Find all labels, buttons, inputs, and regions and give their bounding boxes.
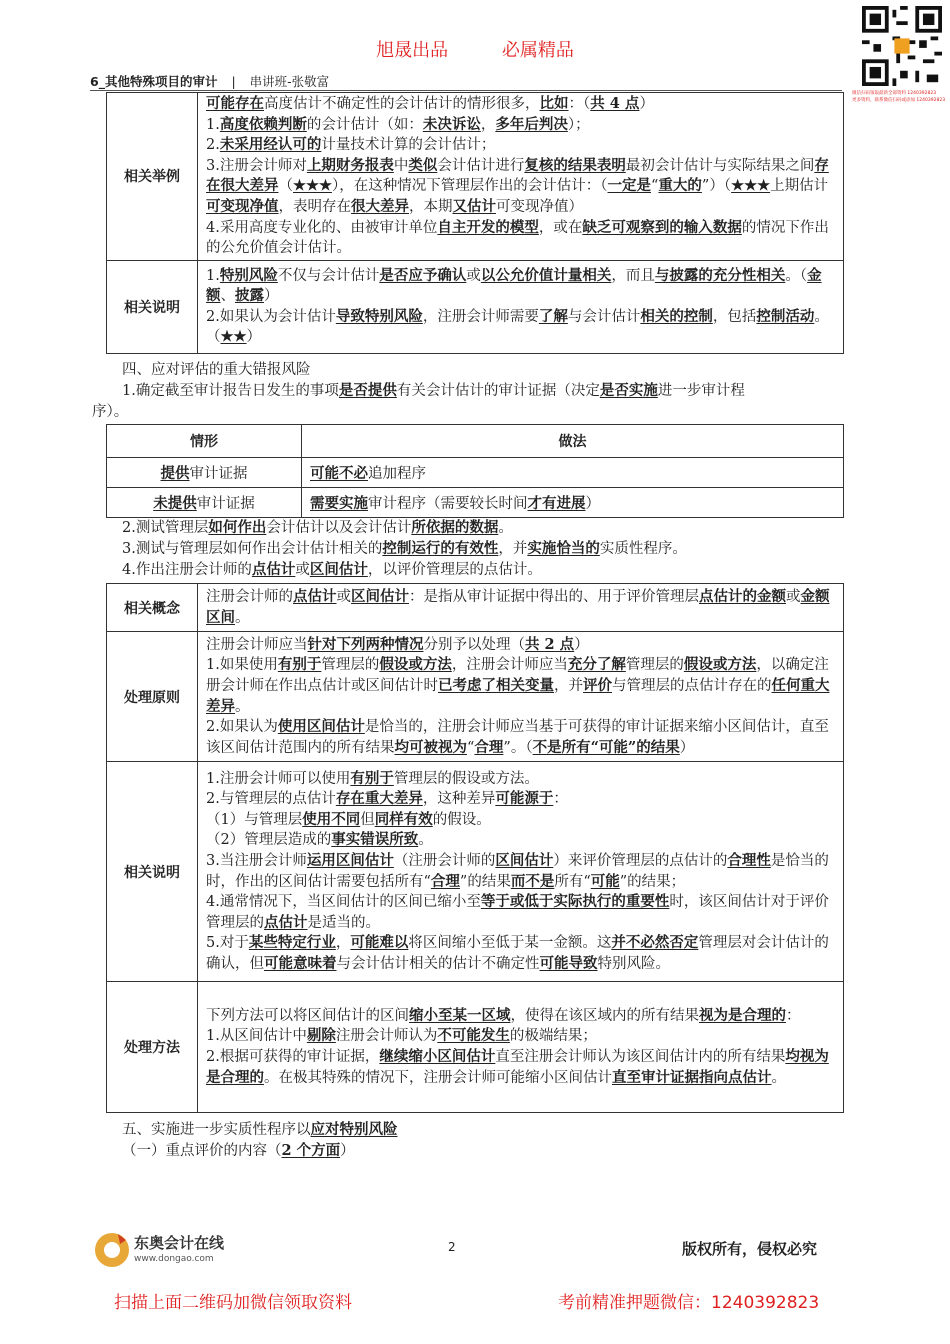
page-header bbox=[90, 72, 329, 90]
qr-code-icon[interactable] bbox=[862, 6, 942, 86]
label-method: 处理方法 bbox=[107, 982, 198, 1113]
grid-cell: 可能不必追加程序 bbox=[302, 458, 844, 488]
examples-content: 可能存在高度估计不确定性的会计估计的情形很多，比如：（共 4 点） 1.高度依赖判断的会计估计（如：未决诉讼，多年后判决）； 2.未采用经认可的计量技术计算的会计估计； 3.注册会计师对上期财务报表中类似会计估计进行复核的结果表明最初会计估计与实际结果之间存在很大差异（★★★），在这种情况下管理层作出的会计估计：（一定是“重大的”）（★★★上期估计可变现净值，表明存在很大差异，本期又估计可变现净值） 4.采用高度专业化的、由被审计单位自主开发的模型，或在缺乏可观察到的输入数据的情况下作出的公允价值会计估计。 bbox=[198, 93, 844, 261]
explain-content: 1.注册会计师可以使用有别于管理层的假设或方法。 2.与管理层的点估计存在重大差异，这种差异可能源于： （1）与管理层使用不同但同样有效的假设。 （2）管理层造成的事实错误所致。 3.当注册会计师运用区间估计（注册会计师的区间估计）来评价管理层的点估计的合理性是恰当的时，作出的区间估计需要包括所有“合理”的结果而不是所有“可能”的结果； 4.通常情况下，当区间估计的区间已缩小至等于或低于实际执行的重要性时，该区间估计对于评价管理层的点估计是适当的。 5.对于某些特定行业，可能难以将区间缩小至低于某一金额。这并不必然否定管理层对会计估计的确认，但可能意味着与会计估计相关的估计不确定性可能导致特别风险。 bbox=[198, 762, 844, 982]
grid-cell: 需要实施审计程序（需要较长时间才有进展） bbox=[302, 488, 844, 518]
header-subtitle: 串讲班-张敬富 bbox=[249, 74, 330, 89]
banner-right: 必属精品 bbox=[501, 40, 574, 61]
label-examples: 相关举例 bbox=[107, 93, 198, 261]
bottom-left-note: 扫描上面二维码加微信领取资料 bbox=[114, 1293, 352, 1313]
dongao-logo[interactable] bbox=[92, 1226, 252, 1276]
item1-text-cont: 序）。 bbox=[92, 404, 129, 420]
top-banner bbox=[0, 36, 950, 62]
page-number: 2 bbox=[448, 1240, 456, 1254]
concept-content: 注册会计师的点估计或区间估计：是指从审计证据中得出的、用于评价管理层点估计的金额或金额区间。 bbox=[198, 584, 844, 632]
header-separator: | bbox=[231, 74, 236, 89]
table-situations bbox=[106, 424, 844, 518]
grid-header-action: 做法 bbox=[302, 425, 844, 458]
label-notes: 相关说明 bbox=[107, 260, 198, 353]
header-title: 6_其他特殊项目的审计 bbox=[90, 74, 218, 89]
bottom-right-note: 考前精准押题微信：1240392823 bbox=[558, 1293, 820, 1313]
principle-content: 注册会计师应当针对下列两种情况分别予以处理（共 2 点） 1.如果使用有别于管理层的假设或方法，注册会计师应当充分了解管理层的假设或方法，以确定注册会计师在作出点估计或区间估计时已考虑了相关变量，并评价与管理层的点估计存在的任何重大差异。 2.如果认为使用区间估计是恰当的，注册会计师应当基于可获得的审计证据来缩小区间估计，直至该区间估计范围内的所有结果均可被视为“合理”。（不是所有“可能”的结果） bbox=[198, 632, 844, 762]
grid-cell: 未提供审计证据 bbox=[107, 488, 302, 518]
subsection1-title: （一）重点评价的内容（2 个方面） bbox=[122, 1142, 355, 1159]
label-principle: 处理原则 bbox=[107, 632, 198, 762]
item1-text: 1.确定截至审计报告日发生的事项是否提供有关会计估计的审计证据（决定是否实施进一步审计程 bbox=[122, 382, 745, 399]
item4-text: 4.作出注册会计师的点估计或区间估计，以评价管理层的点估计。 bbox=[122, 561, 542, 578]
table-examples bbox=[106, 92, 844, 354]
copyright: 版权所有，侵权必究 bbox=[682, 1240, 818, 1258]
item3-text: 3.测试与管理层如何作出会计估计相关的控制运行的有效性，并实施恰当的实质性程序。 bbox=[122, 540, 687, 557]
logo-url: www.dongao.com bbox=[134, 1254, 214, 1264]
label-concept: 相关概念 bbox=[107, 584, 198, 632]
item2-text: 2.测试管理层如何作出会计估计以及会计估计所依据的数据。 bbox=[122, 519, 513, 536]
logo-name: 东奥会计在线 bbox=[134, 1234, 225, 1252]
section4-title: 四、应对评估的重大错报风险 bbox=[122, 362, 311, 378]
header-rule bbox=[90, 90, 842, 91]
notes-content: 1.特别风险不仅与会计估计是否应予确认或以公允价值计量相关，而且与披露的充分性相关。（金额、披露） 2.如果认为会计估计导致特别风险，注册会计师需要了解与会计估计相关的控制，包括控制活动。（★★） bbox=[198, 260, 844, 353]
logo-icon bbox=[92, 1230, 132, 1270]
banner-left: 旭晟出品 bbox=[376, 40, 449, 61]
label-explain: 相关说明 bbox=[107, 762, 198, 982]
grid-header-situation: 情形 bbox=[107, 425, 302, 458]
grid-cell: 提供审计证据 bbox=[107, 458, 302, 488]
qr-side-text: 微信扫码领取最新全部资料 1240392823 更多资料，联系微信扫码或添加 1240392823 bbox=[852, 91, 946, 103]
method-content: 下列方法可以将区间估计的区间缩小至某一区域，使得在该区域内的所有结果视为是合理的： 1.从区间估计中剔除注册会计师认为不可能发生的极端结果； 2.根据可获得的审计证据，继续缩小区间估计直至注册会计师认为该区间估计内的所有结果均视为是合理的。在极其特殊的情况下，注册会计师可能缩小区间估计直至审计证据指向点估计。 bbox=[198, 982, 844, 1113]
section5-title: 五、实施进一步实质性程序以应对特别风险 bbox=[122, 1121, 398, 1138]
table-estimates bbox=[106, 583, 844, 1113]
